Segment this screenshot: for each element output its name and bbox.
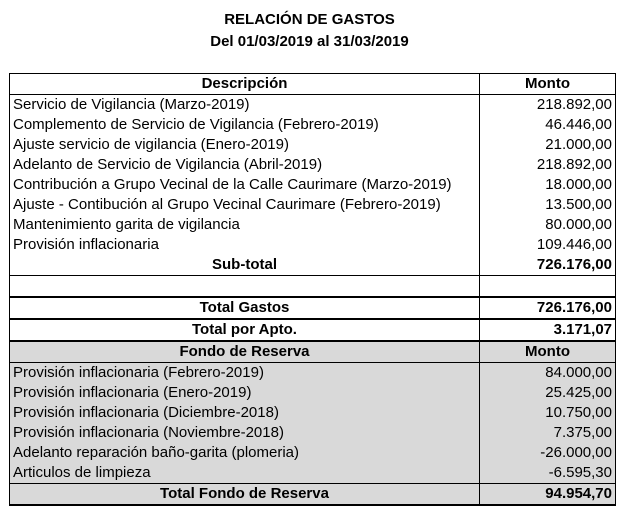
expense-description: Mantenimiento garita de vigilancia bbox=[10, 215, 480, 235]
reserve-amount: -6.595,30 bbox=[480, 463, 616, 484]
expense-amount: 18.000,00 bbox=[480, 175, 616, 195]
total-gastos-label: Total Gastos bbox=[10, 297, 480, 319]
reserve-description: Provisión inflacionaria (Noviembre-2018) bbox=[10, 423, 480, 443]
expense-row bbox=[10, 115, 616, 135]
expenses-table bbox=[9, 73, 616, 506]
expense-description: Servicio de Vigilancia (Marzo-2019) bbox=[10, 95, 480, 116]
report-title: RELACIÓN DE GASTOS bbox=[224, 11, 395, 28]
expense-description: Contribución a Grupo Vecinal de la Calle Caurimare (Marzo-2019) bbox=[10, 175, 480, 195]
total-apto-label: Total por Apto. bbox=[10, 319, 480, 341]
column-header-description: Descripción bbox=[10, 74, 480, 95]
reserve-row bbox=[10, 443, 616, 463]
expense-amount: 46.446,00 bbox=[480, 115, 616, 135]
spacer-row bbox=[10, 276, 616, 298]
expense-description: Provisión inflacionaria bbox=[10, 235, 480, 255]
reserve-description: Provisión inflacionaria (Enero-2019) bbox=[10, 383, 480, 403]
total-reserve-row bbox=[10, 484, 616, 506]
reserve-header-description: Fondo de Reserva bbox=[10, 341, 480, 363]
report-period: Del 01/03/2019 al 31/03/2019 bbox=[210, 33, 409, 50]
expense-amount: 13.500,00 bbox=[480, 195, 616, 215]
reserve-description: Articulos de limpieza bbox=[10, 463, 480, 484]
expense-amount: 21.000,00 bbox=[480, 135, 616, 155]
expense-row bbox=[10, 195, 616, 215]
total-apto-row bbox=[10, 319, 616, 341]
reserve-amount: 84.000,00 bbox=[480, 363, 616, 384]
expense-row bbox=[10, 95, 616, 116]
total-gastos-value: 726.176,00 bbox=[480, 297, 616, 319]
expense-row bbox=[10, 155, 616, 175]
expense-description: Ajuste - Contibución al Grupo Vecinal Caurimare (Febrero-2019) bbox=[10, 195, 480, 215]
spacer-cell bbox=[480, 276, 616, 298]
expense-row bbox=[10, 175, 616, 195]
expense-amount: 109.446,00 bbox=[480, 235, 616, 255]
spacer-cell bbox=[10, 276, 480, 298]
reserve-header-amount: Monto bbox=[480, 341, 616, 363]
total-apto-value: 3.171,07 bbox=[480, 319, 616, 341]
reserve-row bbox=[10, 383, 616, 403]
expense-row bbox=[10, 235, 616, 255]
reserve-amount: 25.425,00 bbox=[480, 383, 616, 403]
reserve-row bbox=[10, 423, 616, 443]
expense-description: Complemento de Servicio de Vigilancia (Febrero-2019) bbox=[10, 115, 480, 135]
expense-description: Ajuste servicio de vigilancia (Enero-2019) bbox=[10, 135, 480, 155]
reserve-amount: 7.375,00 bbox=[480, 423, 616, 443]
expense-row bbox=[10, 135, 616, 155]
reserve-description: Provisión inflacionaria (Diciembre-2018) bbox=[10, 403, 480, 423]
expense-amount: 80.000,00 bbox=[480, 215, 616, 235]
reserve-row bbox=[10, 403, 616, 423]
subtotal-label: Sub-total bbox=[10, 255, 480, 276]
total-reserve-label: Total Fondo de Reserva bbox=[10, 484, 480, 506]
expense-amount: 218.892,00 bbox=[480, 95, 616, 116]
reserve-description: Provisión inflacionaria (Febrero-2019) bbox=[10, 363, 480, 384]
reserve-header-row bbox=[10, 341, 616, 363]
expense-description: Adelanto de Servicio de Vigilancia (Abril-2019) bbox=[10, 155, 480, 175]
total-reserve-value: 94.954,70 bbox=[480, 484, 616, 506]
reserve-row bbox=[10, 363, 616, 384]
expense-amount: 218.892,00 bbox=[480, 155, 616, 175]
reserve-description: Adelanto reparación baño-garita (plomeria) bbox=[10, 443, 480, 463]
total-gastos-row bbox=[10, 297, 616, 319]
column-header-amount: Monto bbox=[480, 74, 616, 95]
expense-row bbox=[10, 215, 616, 235]
expenses-header-row bbox=[10, 74, 616, 95]
reserve-amount: -26.000,00 bbox=[480, 443, 616, 463]
subtotal-value: 726.176,00 bbox=[480, 255, 616, 276]
reserve-amount: 10.750,00 bbox=[480, 403, 616, 423]
subtotal-row bbox=[10, 255, 616, 276]
reserve-row bbox=[10, 463, 616, 484]
